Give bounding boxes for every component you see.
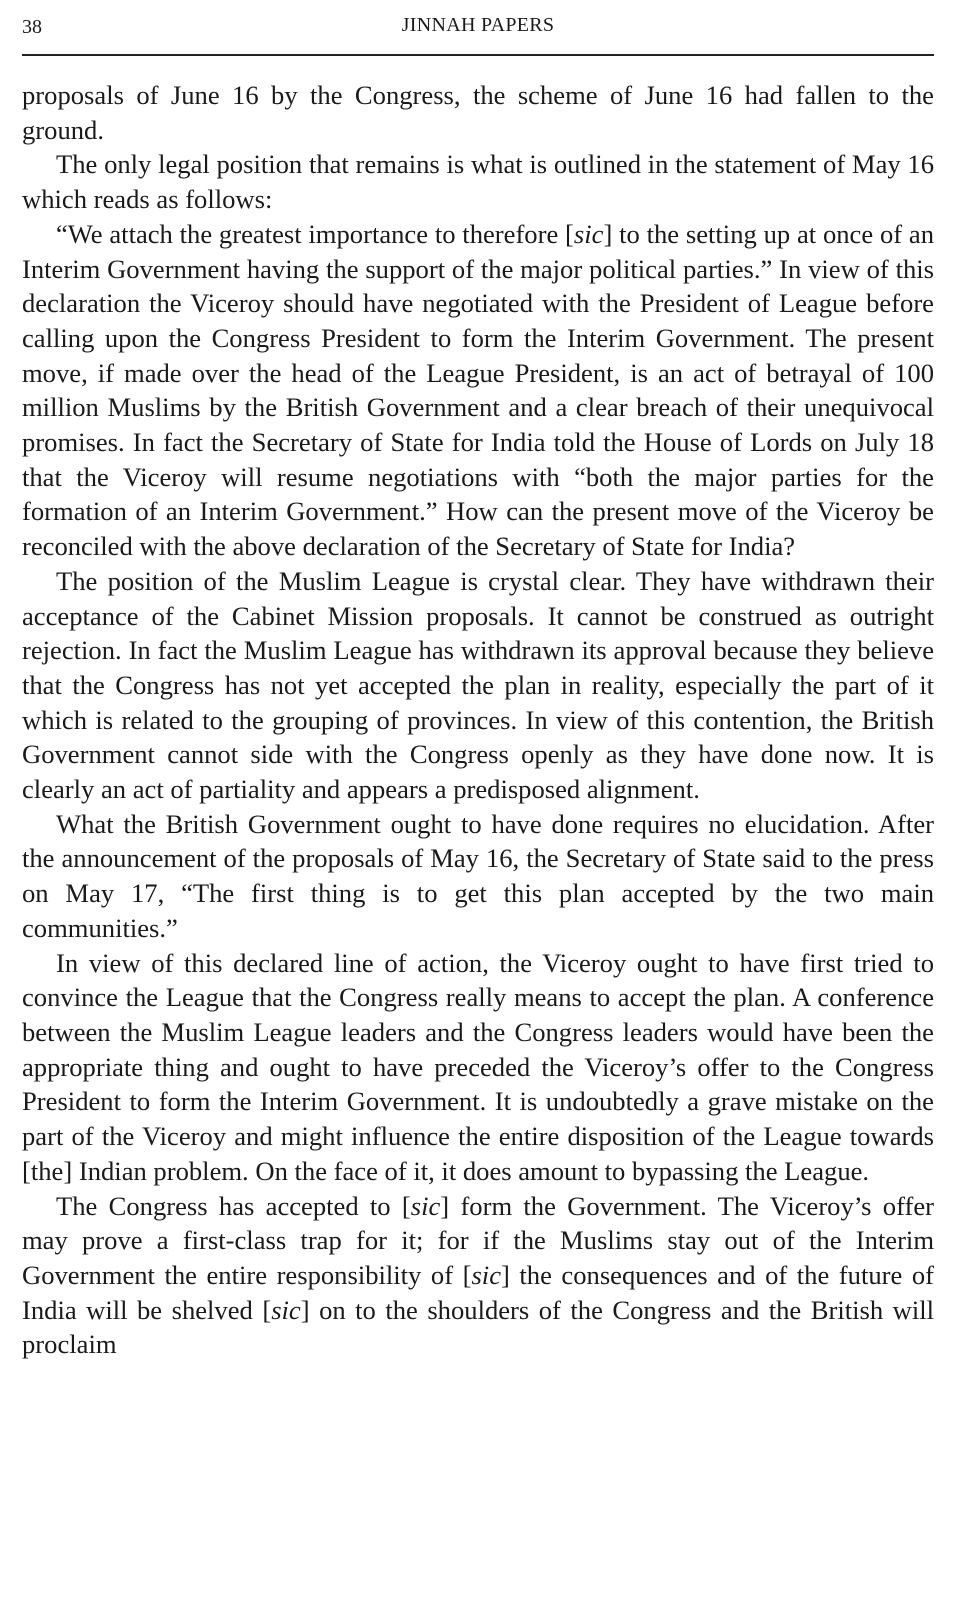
text-run: The position of the Muslim League is crystal clear. They have withdrawn their acceptance of the Cabinet Mission proposals. It cannot be construed as outright rejection. In fact the Muslim League has withdrawn its approval because they believe that the Congress has not yet accepted the plan in reality, especially the part of it which is related to the grouping of provinces. In view of this contention, the British Government cannot side with the Congress openly as they have done now. It is clearly an act of partiality and appears a predisposed alignment. [22, 565, 934, 805]
sic-italic: sic [410, 1190, 441, 1221]
text-run: ] form the Government. The Viceroy’s offer may prove a first-class trap for it; for if the Muslims stay out of the Interim Government the entire responsibility of [ [22, 1190, 934, 1290]
paragraph [22, 946, 934, 1189]
sic-italic: sic [271, 1294, 301, 1325]
text-run: proposals of June 16 by the Congress, the scheme of June 16 had fallen to the ground. [22, 80, 934, 145]
text-run: What the British Government ought to have done requires no elucidation. After the announcement of the proposals of May 16, the Secretary of State said to the press on May 17, “The first thing is to get this plan accepted by the two main communities.” [22, 808, 934, 943]
text-run: ] the consequences and of the future of India will be shelved [ [22, 1259, 934, 1325]
running-head [22, 0, 934, 48]
paragraph [22, 807, 934, 946]
text-run: ] on to the shoulders of the Congress and the British will proclaim [22, 1294, 934, 1360]
text-run: The Congress has accepted to [ [56, 1190, 411, 1221]
text-run: ] to the setting up at once of an Interim Government having the support of the major political parties.” In view of this declaration the Viceroy should have negotiated with the President of League before calling upon the Congress President to form the Interim Government. The present move, if made over the head of the League President, is an act of betrayal of 100 million Muslims by the British Government and a clear breach of their unequivocal promises. In fact the Secretary of State for India told the House of Lords on July 18 that the Viceroy will resume negotiations with “both the major parties for the formation of an Interim Government.” How can the present move of the Viceroy be reconciled with the above declaration of the Secretary of State for India? [22, 218, 934, 562]
book-title: JINNAH PAPERS [401, 14, 555, 36]
paragraph [22, 147, 934, 216]
sic-italic: sic [573, 218, 604, 249]
body-text [22, 78, 934, 1362]
page-number: 38 [22, 16, 42, 38]
sic-italic: sic [471, 1259, 501, 1290]
header-rule [22, 54, 934, 56]
text-run: In view of this declared line of action, the Viceroy ought to have first tried to convince the League that the Congress really means to accept the plan. A conference between the Muslim League leaders and the Congress leaders would have been the appropriate thing and ought to have preceded the Viceroy’s offer to the Congress President to form the Interim Government. It is undoubtedly a grave mistake on the part of the Viceroy and might influence the entire disposition of the League towards [the] Indian problem. On the face of it, it does amount to bypassing the League. [22, 947, 934, 1186]
text-run: “We attach the greatest importance to therefore [ [56, 218, 574, 249]
paragraph-continued [22, 78, 934, 147]
text-run: The only legal position that remains is what is outlined in the statement of May 16 which reads as follows: [22, 149, 934, 215]
paragraph [22, 217, 934, 564]
paragraph-truncated [22, 1189, 934, 1363]
paragraph [22, 564, 934, 807]
